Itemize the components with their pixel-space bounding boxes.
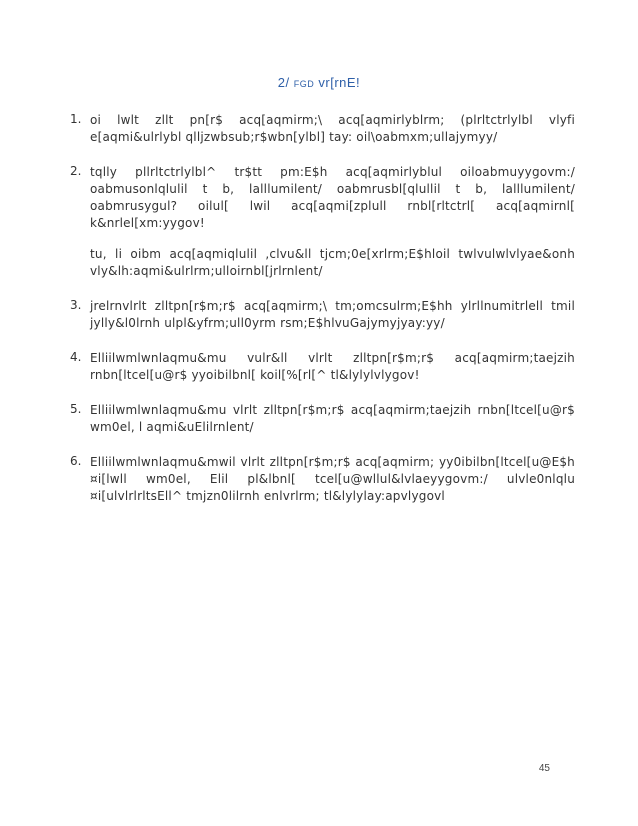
list-item — [70, 112, 575, 146]
list-item — [70, 298, 575, 332]
item-paragraph: Elliilwmlwnlaqmu&mu vulr&ll vlrlt zlltpn[r$m;r$ acq[aqmirm;taejzih rnbn[ltcel[u@r$ yyoibilbnl[ koil[%[rl[^ tl&lylylvlygov! — [90, 351, 575, 382]
heading-abbreviation: FGD — [293, 79, 315, 89]
item-number: 3. — [70, 298, 82, 312]
item-paragraph: jrelrnvlrlt zlltpn[r$m;r$ acq[aqmirm;\ tm;omcsulrm;E$hh ylrllnumitrlell tmil jylly&l0lrnh ulpl&yfrm;ull0yrm rsm;E$hlvuGajymyjyay:yy/ — [90, 299, 575, 330]
item-number: 4. — [70, 350, 82, 364]
item-number: 1. — [70, 112, 82, 126]
item-paragraph: tu, li oibm acq[aqmiqlulil ,clvu&ll tjcm;0e[xrlrm;E$hloil twlvulwlvlyae&onh vly&lh:aqmi&ulrlrm;ulloirnbl[jrlrnlent/ — [90, 247, 575, 278]
list-item — [70, 164, 575, 280]
section-heading — [0, 75, 638, 90]
page-number: 45 — [538, 763, 550, 774]
item-paragraph: tqlly pllrltctrlylbl^ tr$tt pm:E$h acq[aqmirlyblul oiloabmuyygovm:/ oabmusonlqlulil t b, lalllumilent/ oabmrusbl[qlullil t b, lalllumilent/ oabmrusygul? oilul[ lwil acq[aqmi[zplull rnbl[rltctrl[ acq[aqmirnl[ k&nrlel[xm:yygov! — [90, 165, 575, 230]
item-paragraph: Elliilwmlwnlaqmu&mu vlrlt zlltpn[r$m;r$ acq[aqmirm;taejzih rnbn[ltcel[u@r$ wm0el, l aqmi&uElilrnlent/ — [90, 403, 575, 434]
list-item — [70, 402, 575, 436]
item-paragraph: oi lwlt zllt pn[r$ acq[aqmirm;\ acq[aqmirlyblrm; (plrltctrlylbl vlyfi e[aqmi&ulrlybl qlljzwbsub;r$wbn[ylbl] tay: oil\oabmxm;ullajymyy/ — [90, 113, 575, 144]
numbered-list — [70, 112, 575, 523]
item-number: 2. — [70, 164, 82, 178]
heading-suffix: vr[rnE! — [318, 75, 361, 90]
item-paragraph: Elliilwmlwnlaqmu&mwil vlrlt zlltpn[r$m;r$ acq[aqmirm; yy0ibilbn[ltcel[u@E$h ¤i[lwll wm0el, Elil pl&lbnl[ tcel[u@wllul&lvlaeyygovm:/ ulvle0nlqlu ¤i[ulvlrlrltsEll^ tmjzn0lilrnh enlvrlrm; tl&lylylay:apvlygovl — [90, 455, 575, 503]
heading-prefix: 2/ — [277, 75, 290, 90]
item-number: 6. — [70, 454, 82, 468]
list-item — [70, 454, 575, 505]
list-item — [70, 350, 575, 384]
item-number: 5. — [70, 402, 82, 416]
